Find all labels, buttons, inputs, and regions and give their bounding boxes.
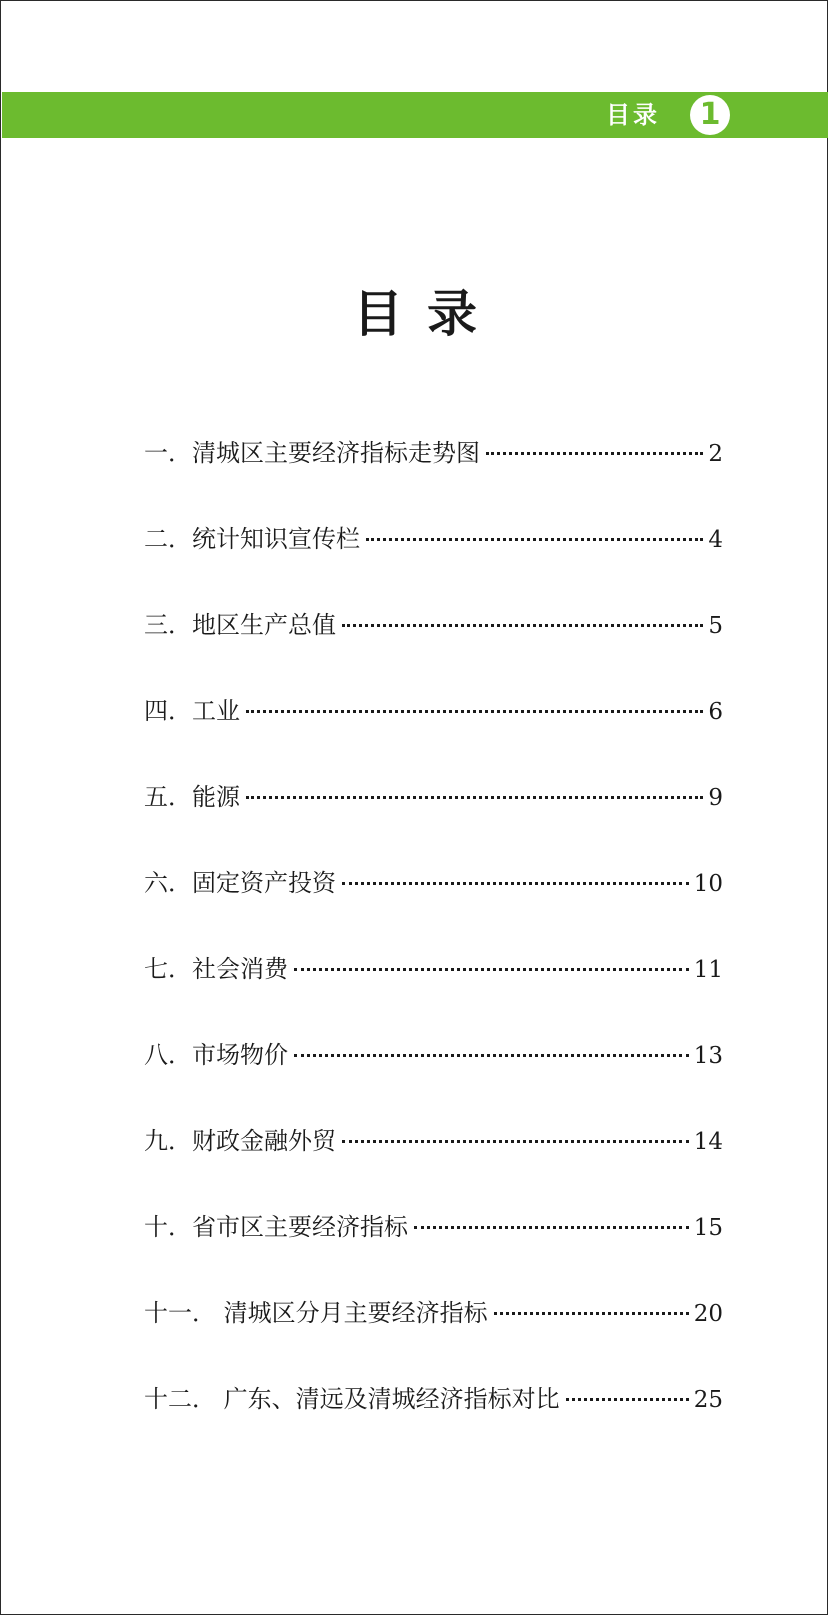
toc-entry[interactable] (144, 777, 723, 863)
toc-dot-leader (294, 968, 689, 971)
toc-entry-label: 十．省市区主要经济指标 (144, 1213, 408, 1241)
toc-entry-page: 2 (708, 441, 723, 467)
toc-dot-leader (342, 624, 703, 627)
toc-entry-page: 10 (693, 871, 723, 897)
toc-entry-page: 20 (693, 1301, 723, 1327)
table-of-contents (144, 433, 723, 1465)
toc-entry[interactable] (144, 605, 723, 691)
toc-entry[interactable] (144, 1035, 723, 1121)
toc-entry-label: 二．统计知识宣传栏 (144, 525, 360, 553)
toc-entry[interactable] (144, 691, 723, 777)
toc-entry[interactable] (144, 519, 723, 605)
toc-entry[interactable] (144, 863, 723, 949)
toc-dot-leader (494, 1312, 689, 1315)
toc-entry[interactable] (144, 1293, 723, 1379)
toc-entry-label: 九．财政金融外贸 (144, 1127, 336, 1155)
header-band (2, 92, 828, 138)
toc-entry-label: 一．清城区主要经济指标走势图 (144, 439, 480, 467)
toc-entry-label: 三．地区生产总值 (144, 611, 336, 639)
toc-entry-page: 4 (708, 527, 723, 553)
toc-entry-page: 25 (693, 1387, 723, 1413)
toc-dot-leader (342, 1140, 689, 1143)
toc-dot-leader (566, 1398, 689, 1401)
toc-dot-leader (342, 882, 689, 885)
toc-entry[interactable] (144, 949, 723, 1035)
page-number-badge: 1 (690, 95, 730, 135)
toc-entry-page: 15 (693, 1215, 723, 1241)
toc-entry-page: 14 (693, 1129, 723, 1155)
toc-entry-page: 9 (708, 785, 723, 811)
toc-entry-page: 5 (708, 613, 723, 639)
toc-entry-label: 八．市场物价 (144, 1041, 288, 1069)
toc-entry-page: 6 (708, 699, 723, 725)
toc-entry-label: 四．工业 (144, 697, 240, 725)
toc-dot-leader (246, 796, 703, 799)
toc-entry[interactable] (144, 1207, 723, 1293)
toc-dot-leader (366, 538, 703, 541)
toc-entry-label: 六．固定资产投资 (144, 869, 336, 897)
toc-entry-label: 七．社会消费 (144, 955, 288, 983)
page-title: 目录 (353, 285, 501, 343)
toc-dot-leader (294, 1054, 689, 1057)
toc-entry-label: 十二． 广东、清远及清城经济指标对比 (144, 1385, 560, 1413)
toc-entry-page: 13 (693, 1043, 723, 1069)
toc-entry[interactable] (144, 433, 723, 519)
toc-entry[interactable] (144, 1121, 723, 1207)
toc-entry-page: 11 (693, 957, 723, 983)
toc-dot-leader (414, 1226, 689, 1229)
toc-entry-label: 五．能源 (144, 783, 240, 811)
header-section-title: 目录 (606, 101, 660, 129)
toc-dot-leader (486, 452, 703, 455)
toc-entry-label: 十一． 清城区分月主要经济指标 (144, 1299, 488, 1327)
toc-entry[interactable] (144, 1379, 723, 1465)
toc-dot-leader (246, 710, 703, 713)
